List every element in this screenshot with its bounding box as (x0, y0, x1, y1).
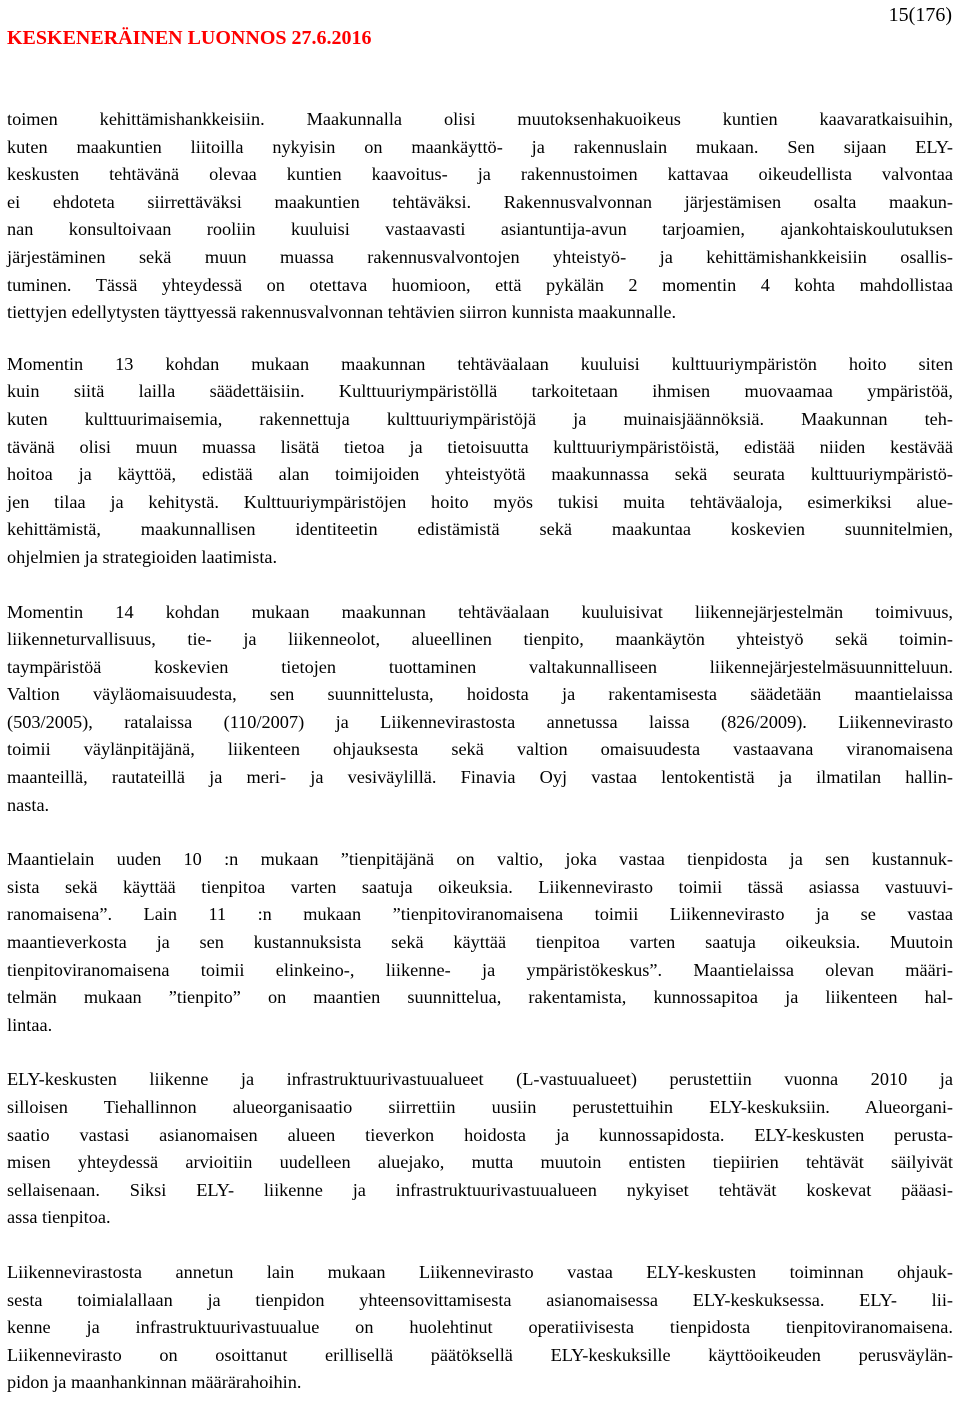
text-line: maantieverkosta ja sen kustannuksista sekä käyttää tienpitoa varten saatuja oikeuksia. Muutoin (7, 932, 953, 953)
text-line: Maantielain uuden 10 :n mukaan ”tienpitäjänä on valtio, joka vastaa tienpidosta ja sen kustannuk- (7, 849, 953, 870)
text-line: nan konsultoivaan rooliin kuuluisi vastaavasti asiantuntija-avun tarjoamien, ajankohtaiskoulutuksen (7, 219, 953, 240)
text-line: kuin siitä lailla säädettäisiin. Kulttuuriympäristöllä tarkoitetaan ihmisen muovaamaa ympäristöä, (7, 381, 953, 402)
text-line: assa tienpitoa. (7, 1207, 111, 1228)
text-line: tiettyjen edellytysten täyttyessä rakennusvalvonnan tehtävien siirron kunnista maakunnalle. (7, 302, 677, 323)
text-line: kuten kulttuurimaisemia, rakennettuja kulttuuriympäristöjä ja muinaisjäännöksiä. Maakunnan teh- (7, 408, 953, 429)
text-line: toimen kehittämishankkeisiin. Maakunnalla olisi muutoksenhakuoikeus kuntien kaavaratkaisuihin, (7, 109, 953, 129)
text-line: tuminen. Tässä yhteydessä on otettava huomioon, että pykälän 2 momentin 4 kohta mahdollistaa (7, 274, 953, 295)
text-line: kenne ja infrastruktuurivastuualue on huolehtinut operatiivisesta tienpidosta tienpitoviranomaisena. (7, 1317, 953, 1338)
text-line: Valtion väyläomaisuudesta, sen suunnittelusta, hoidosta ja rakentamisesta säädetään maantielaissa (7, 684, 953, 705)
text-line: (503/2005), ratalaissa (110/2007) ja Liikennevirastosta annetussa laissa (826/2009). Liikennevirasto (7, 711, 953, 732)
text-line: kehittämistä, maakunnallisen identiteetin edistämistä sekä maakuntaa koskevien suunnitelmien, (7, 519, 953, 540)
text-line: lintaa. (7, 1014, 53, 1035)
text-line: jen tilaa ja kehitystä. Kulttuuriympäristöjen hoito myös tukisi muita tehtäväaloja, esimerkiksi alue- (7, 491, 953, 512)
text-line: tienpitoviranomaisena toimii elinkeino-, liikenne- ja ympäristökeskus”. Maantielaissa olevan määri- (7, 959, 953, 980)
text-line: pidon ja maanhankinnan määrärahoihin. (7, 1372, 302, 1393)
text-line: ohjelmien ja strategioiden laatimista. (7, 546, 278, 567)
text-line: sellaisenaan. Siksi ELY- liikenne ja infrastruktuurivastuualueen nykyiset tehtävät koskevat pääasi- (7, 1179, 953, 1200)
text-line: keskusten tehtävänä olevaa kuntien kaavoitus- ja rakennustoimen kattavaa oikeudellista valvontaa (7, 164, 953, 185)
text-line: sesta toimialallaan ja tienpidon yhteensovittamisesta asianomaisessa ELY-keskuksessa. ELY- lii- (7, 1289, 953, 1310)
page-number: 15(176) (888, 4, 952, 26)
text-line: Liikennevirasto on osoittanut erillisellä päätöksellä ELY-keskuksille käyttöoikeuden perusväylän- (7, 1344, 953, 1365)
text-line: misen yhteydessä arvioitiin uudelleen aluejako, mutta muutoin entisten tiepiirien tehtävät säilyivät (7, 1152, 953, 1173)
text-line: telmän mukaan ”tienpito” on maantien suunnittelua, rakentamista, kunnossapitoa ja liikenteen hal- (7, 987, 953, 1008)
page-header (0, 0, 960, 60)
text-line: järjestäminen sekä muun muassa rakennusvalvontojen yhteistyö- ja kehittämishankkeisiin osallis- (7, 246, 953, 267)
paragraph (7, 351, 953, 572)
text-line: Momentin 13 kohdan mukaan maakunnan tehtäväalaan kuuluisi kulttuuriympäristön hoito siten (7, 353, 953, 374)
paragraph (7, 599, 953, 820)
paragraph (7, 1066, 953, 1232)
text-line: Liikennevirastosta annetun lain mukaan Liikennevirasto vastaa ELY-keskusten toiminnan ohjauk- (7, 1261, 953, 1282)
paragraph (7, 846, 953, 1039)
paragraph (7, 106, 953, 327)
text-line: ranomaisena”. Lain 11 :n mukaan ”tienpitoviranomaisena toimii Liikennevirasto ja se vastaa (7, 904, 953, 925)
draft-label: KESKENERÄINEN LUONNOS 27.6.2016 (7, 27, 372, 49)
text-line: liikenneturvallisuus, tie- ja liikenneolot, alueellinen tienpito, maankäytön yhteistyö sekä toimin- (7, 629, 953, 650)
document-body (7, 106, 953, 1424)
text-line: silloisen Tiehallinnon alueorganisaatio siirrettiin uusiin perustettuihin ELY-keskuksiin. Alueorgani- (7, 1097, 953, 1117)
text-line: tävänä olisi muun muassa lisätä tietoa ja tietoisuutta kulttuuriympäristöistä, edistää niiden kestävää (7, 436, 953, 457)
text-line: kuten maakuntien liitoilla nykyisin on maankäyttö- ja rakennuslain mukaan. Sen sijaan ELY- (7, 136, 953, 157)
text-line: hoitoa ja käyttöä, edistää alan toimijoiden yhteistyötä maakunnassa sekä seurata kulttuuriympäristö- (7, 464, 953, 485)
text-line: taympäristöä koskevien tietojen tuottaminen valtakunnalliseen liikennejärjestelmäsuunnitteluun. (7, 656, 953, 677)
text-line: saatio vastasi asianomaisen alueen tieverkon hoidosta ja kunnossapidosta. ELY-keskusten perusta- (7, 1124, 953, 1145)
text-line: sista sekä käyttää tienpitoa varten saatuja oikeuksia. Liikennevirasto toimii tässä asiassa vastuuvi- (7, 876, 953, 897)
text-line: nasta. (7, 794, 50, 815)
text-line: maanteillä, rautateillä ja meri- ja vesiväylillä. Finavia Oyj vastaa lentokentistä ja ilmatilan hallin- (7, 767, 953, 788)
paragraph (7, 1259, 953, 1397)
text-line: ELY-keskusten liikenne ja infrastruktuurivastuualueet (L-vastuualueet) perustettiin vuonna 2010 ja (7, 1069, 953, 1090)
text-line: Momentin 14 kohdan mukaan maakunnan tehtäväalaan kuuluisivat liikennejärjestelmän toimivuus, (7, 601, 953, 622)
text-line: toimii väylänpitäjänä, liikenteen ohjauksesta sekä valtion omaisuudesta vastaavana viranomaisena (7, 739, 953, 760)
text-line: ei ehdoteta siirrettäväksi maakuntien tehtäväksi. Rakennusvalvonnan järjestämisen osalta maakun- (7, 191, 953, 212)
